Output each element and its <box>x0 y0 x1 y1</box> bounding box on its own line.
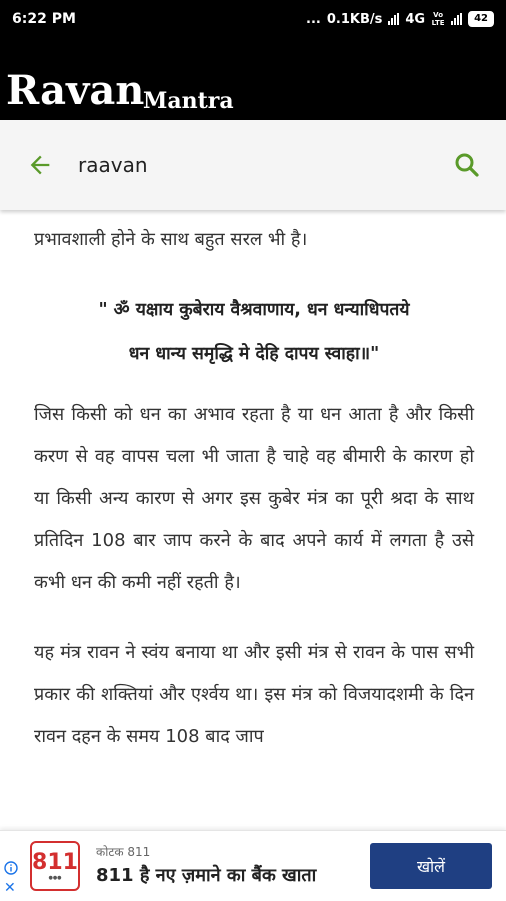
ad-logo-text: 811 <box>32 850 78 875</box>
battery-level: 42 <box>474 13 488 24</box>
back-arrow-icon[interactable] <box>26 151 54 179</box>
status-time: 6:22 PM <box>12 11 76 27</box>
search-bar <box>0 120 506 210</box>
ad-headline[interactable]: 811 है नए ज़माने का बैंक खाता <box>96 865 317 886</box>
signal-icon <box>388 13 399 25</box>
search-icon[interactable] <box>452 150 482 180</box>
ad-close-icon[interactable]: ✕ <box>4 880 16 896</box>
app-subtitle: Mantra <box>143 88 234 114</box>
ad-cta-button[interactable]: खोलें <box>370 843 492 889</box>
mantra-line-2: धन धान्य समृद्धि मे देहि दापय स्वाहा॥" <box>128 344 380 364</box>
paragraph-2: यह मंत्र रावन ने स्वंय बनाया था और इसी मंत्र से रावन के पास सभी प्रकार की शक्तियां और एर्श्वय था। इस मंत्र को विजयादशमी के दिन रावन दहन के समय 108 बाद जाप <box>34 642 474 747</box>
ad-banner[interactable] <box>0 830 506 901</box>
mantra-line-1: " ॐ यक्षाय कुबेराय वैश्रवाणाय, धन धन्याधिपतये <box>98 300 410 320</box>
network-type: 4G <box>405 11 426 27</box>
app-bar <box>0 38 506 120</box>
app-title: Ravan <box>6 67 145 114</box>
intro-text: प्रभावशाली होने के साथ बहुत सरल भी है। <box>34 229 308 250</box>
battery-icon <box>468 11 494 27</box>
volte-label: Vo LTE <box>431 11 445 27</box>
status-icons <box>306 11 494 27</box>
signal-icon-2 <box>451 13 462 25</box>
network-speed: 0.1KB/s <box>326 11 383 27</box>
ad-logo[interactable] <box>30 841 80 891</box>
article-content <box>34 212 474 758</box>
search-input[interactable]: raavan <box>78 153 148 177</box>
mantra-block <box>34 288 474 376</box>
status-dots: ... <box>306 11 321 27</box>
ad-logo-dots: ●●● <box>48 875 62 881</box>
status-bar <box>0 0 506 38</box>
ad-info-icon[interactable] <box>4 861 18 875</box>
ad-sponsor: कोटक 811 <box>96 845 151 859</box>
paragraph-1: जिस किसी को धन का अभाव रहता है या धन आता है और किसी करण से वह वापस चला भी जाता है चाहे वह बीमारी के कारण हो या किसी अन्य कारण से अगर इस कुबेर मंत्र का पूरी श्रदा के साथ प्रतिदिन 108 बार जाप करने के बाद अपने कार्य में लगता है उसे कभी धन की कमी नहीं रहती है। <box>34 404 474 593</box>
